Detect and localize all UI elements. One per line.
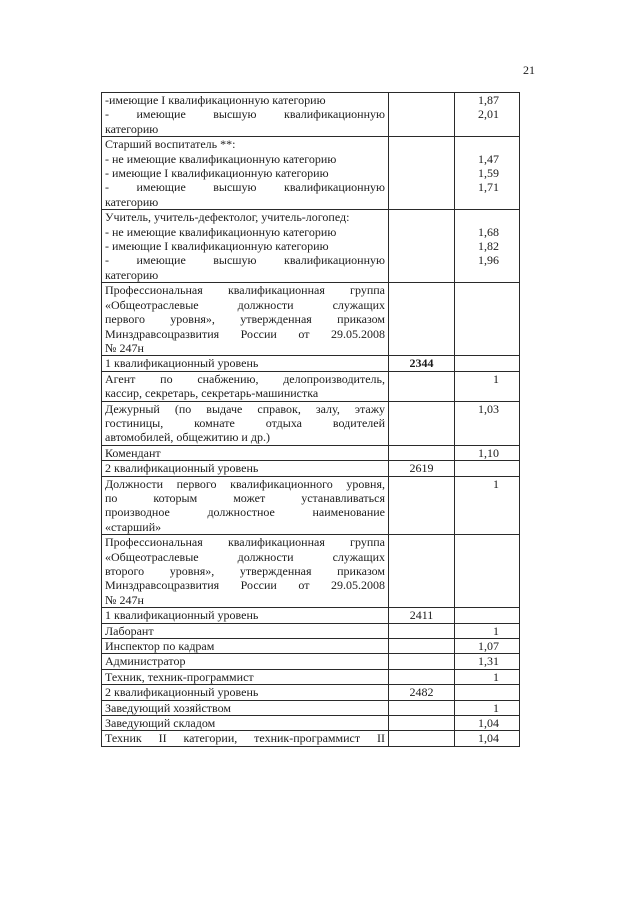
coefficient-cell	[455, 608, 520, 623]
position-text-line: второго уровня», утвержденная приказом	[105, 564, 385, 578]
position-text-line: -имеющие I квалификационную категорию	[105, 93, 326, 107]
position-text-line: 1 квалификационный уровень	[105, 356, 259, 371]
position-cell	[102, 669, 389, 684]
position-cell	[102, 623, 389, 638]
coefficient-value: 1	[493, 623, 499, 638]
coefficient-cell	[455, 623, 520, 638]
coefficient-cell	[455, 283, 520, 356]
position-text-line: «Общеотраслевые должности служащих	[105, 297, 385, 312]
table-row	[102, 356, 520, 371]
position-cell	[102, 639, 389, 654]
table-row	[102, 476, 520, 535]
coefficient-cell	[455, 700, 520, 715]
table-row	[102, 623, 520, 638]
salary-cell	[389, 93, 455, 137]
position-cell	[102, 476, 389, 535]
position-text-line: Комендант	[105, 445, 161, 460]
position-text-line: - имеющие I квалификационную категорию	[105, 239, 329, 254]
coefficient-value: 1	[493, 669, 499, 684]
position-cell	[102, 700, 389, 715]
salary-cell	[389, 535, 455, 608]
coefficient-value: 1,31	[478, 654, 499, 669]
position-text-line: Должности первого квалификационного уровня,	[105, 476, 385, 491]
position-text-line: Минздравсоцразвития России от 29.05.2008	[105, 578, 385, 593]
coefficient-value: 1,03	[478, 401, 499, 416]
table-row	[102, 669, 520, 684]
position-text-line: категорию	[105, 267, 159, 282]
coefficient-cell	[455, 210, 520, 283]
coefficient-cell	[455, 685, 520, 700]
position-text-line: «старший»	[105, 519, 162, 534]
coefficient-cell	[455, 639, 520, 654]
coefficient-value: 1,71	[478, 180, 499, 195]
page-number: 21	[523, 63, 535, 77]
position-cell	[102, 210, 389, 283]
position-text-line: Заведующий складом	[105, 716, 216, 731]
table-row	[102, 137, 520, 210]
salary-cell	[389, 654, 455, 669]
table-row	[102, 210, 520, 283]
salary-cell	[389, 476, 455, 535]
coefficient-value: 1,10	[478, 445, 499, 460]
salary-cell	[389, 401, 455, 445]
position-cell	[102, 716, 389, 731]
coefficient-value: 1	[493, 371, 499, 386]
table-row	[102, 700, 520, 715]
position-cell	[102, 654, 389, 669]
coefficient-cell	[455, 356, 520, 371]
position-text-line: Учитель, учитель-дефектолог, учитель-логопед:	[105, 210, 350, 225]
position-text-line: Лаборант	[105, 623, 154, 638]
position-text-line: кассир, секретарь, секретарь-машинистка	[105, 386, 319, 401]
coefficient-cell	[455, 137, 520, 210]
position-text-line: - имеющие высшую квалификационную	[105, 253, 385, 268]
table-row	[102, 608, 520, 623]
salary-cell: 2482	[389, 685, 455, 700]
salary-cell	[389, 210, 455, 283]
position-cell	[102, 445, 389, 460]
table-row	[102, 654, 520, 669]
coefficient-value: 1,04	[478, 731, 499, 746]
salary-cell: 2619	[389, 461, 455, 476]
position-text-line: - имеющие I квалификационную категорию	[105, 166, 329, 181]
table-row	[102, 716, 520, 731]
table-row	[102, 461, 520, 476]
coefficient-cell	[455, 476, 520, 535]
position-text-line: категорию	[105, 194, 159, 209]
salary-cell	[389, 445, 455, 460]
table-row	[102, 401, 520, 445]
position-text-line: категорию	[105, 121, 159, 136]
table-row	[102, 535, 520, 608]
salary-cell	[389, 137, 455, 210]
salary-cell	[389, 731, 455, 746]
table-body	[102, 93, 520, 747]
position-text-line: Старший воспитатель **:	[105, 137, 236, 152]
position-text-line: Техник, техник-программист	[105, 669, 254, 684]
salary-cell: 2411	[389, 608, 455, 623]
position-text-line: Техник II категории, техник-программист II	[105, 731, 385, 746]
position-text-line: Инспектор по кадрам	[105, 639, 215, 654]
coefficient-cell	[455, 371, 520, 401]
position-text-line: по которым может устанавливаться	[105, 490, 385, 505]
position-text-line: 1 квалификационный уровень	[105, 608, 259, 623]
position-cell	[102, 731, 389, 746]
position-text-line: - имеющие высшую квалификационную	[105, 180, 385, 195]
position-text-line: - не имеющие квалификационную категорию	[105, 224, 337, 239]
position-text-line: Агент по снабжению, делопроизводитель,	[105, 371, 385, 386]
position-text-line: производное должностное наименование	[105, 505, 385, 520]
table-row	[102, 685, 520, 700]
salary-cell	[389, 716, 455, 731]
coefficient-cell	[455, 669, 520, 684]
position-cell	[102, 461, 389, 476]
position-text-line: № 247н	[105, 592, 144, 607]
coefficient-cell	[455, 461, 520, 476]
position-text-line: - имеющие высшую квалификационную	[105, 107, 385, 122]
position-text-line: Профессиональная квалификационная группа	[105, 283, 385, 298]
coefficient-value: 2,01	[478, 107, 499, 122]
position-text-line: гостиницы, комнате отдыха водителей	[105, 415, 385, 430]
table-row	[102, 639, 520, 654]
position-text-line: Администратор	[105, 654, 186, 669]
coefficient-value: 1,47	[478, 151, 499, 166]
coefficient-value: 1,07	[478, 639, 499, 654]
salary-cell	[389, 639, 455, 654]
coefficient-value: 1,68	[478, 224, 499, 239]
position-cell	[102, 137, 389, 210]
position-text-line: № 247н	[105, 340, 144, 355]
coefficient-value: 1	[493, 476, 499, 491]
salary-cell: 2344	[389, 356, 455, 371]
table-row	[102, 445, 520, 460]
position-text-line: Дежурный (по выдаче справок, залу, этажу	[105, 401, 385, 416]
coefficient-cell	[455, 731, 520, 746]
position-text-line: Минздравсоцразвития России от 29.05.2008	[105, 326, 385, 341]
coefficient-value: 1,82	[478, 239, 499, 254]
coefficient-value: 1,04	[478, 716, 499, 731]
salary-table	[101, 92, 520, 747]
table-row	[102, 283, 520, 356]
coefficient-cell	[455, 654, 520, 669]
position-text-line: автомобилей, общежитию и др.)	[105, 430, 270, 445]
coefficient-value: 1,96	[478, 253, 499, 268]
coefficient-value: 1	[493, 700, 499, 715]
position-cell	[102, 283, 389, 356]
position-text-line: 2 квалификационный уровень	[105, 461, 259, 476]
salary-cell	[389, 700, 455, 715]
table-row	[102, 731, 520, 746]
salary-cell	[389, 669, 455, 684]
position-text-line: Профессиональная квалификационная группа	[105, 535, 385, 550]
position-text-line: 2 квалификационный уровень	[105, 685, 259, 700]
table-row	[102, 371, 520, 401]
coefficient-cell	[455, 445, 520, 460]
coefficient-value	[458, 210, 499, 224]
salary-cell	[389, 283, 455, 356]
position-text-line: первого уровня», утвержденная приказом	[105, 312, 385, 327]
coefficient-value: 1,59	[478, 166, 499, 181]
position-cell	[102, 535, 389, 608]
position-cell	[102, 93, 389, 137]
coefficient-value	[458, 137, 499, 151]
position-cell	[102, 401, 389, 445]
coefficient-cell	[455, 401, 520, 445]
position-text-line: «Общеотраслевые должности служащих	[105, 549, 385, 564]
position-cell	[102, 356, 389, 371]
position-cell	[102, 608, 389, 623]
coefficient-cell	[455, 93, 520, 137]
position-cell	[102, 371, 389, 401]
coefficient-cell	[455, 535, 520, 608]
position-text-line: Заведующий хозяйством	[105, 700, 231, 715]
coefficient-cell	[455, 716, 520, 731]
position-text-line: - не имеющие квалификационную категорию	[105, 151, 337, 166]
salary-cell	[389, 623, 455, 638]
coefficient-value: 1,87	[478, 93, 499, 107]
table-row	[102, 93, 520, 137]
salary-cell	[389, 371, 455, 401]
position-cell	[102, 685, 389, 700]
